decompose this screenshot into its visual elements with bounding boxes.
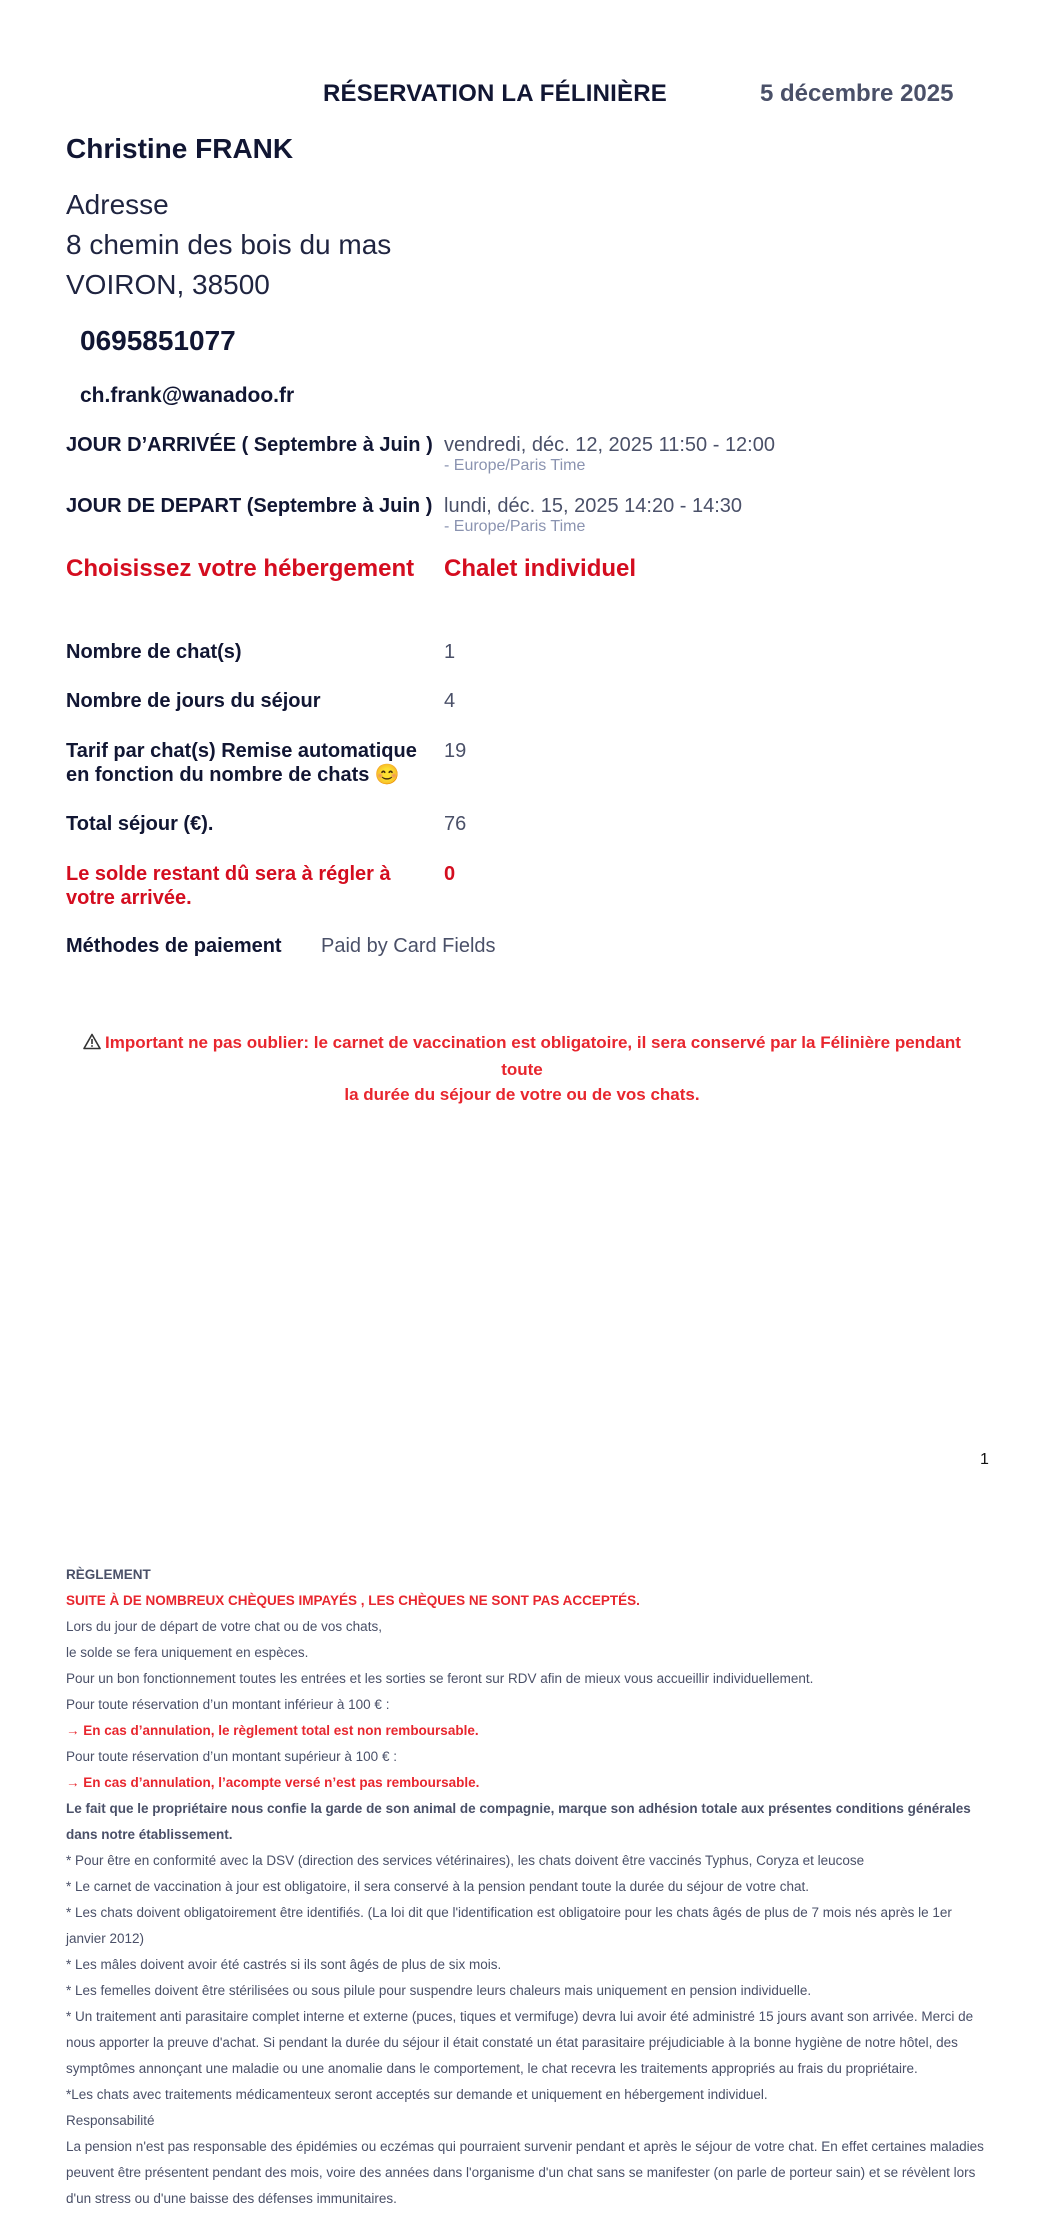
terms-bold-line: Le fait que le propriétaire nous confie la garde de son animal de compagnie, marque son adhésion totale aux présentes conditions générales dans notre établissement.: [66, 1801, 971, 1842]
document-date: 5 décembre 2025: [760, 80, 954, 107]
balance-label-line2: votre arrivée.: [66, 887, 192, 909]
departure-label: JOUR DE DEPART (Septembre à Juin ): [66, 495, 433, 517]
balance-label: [66, 862, 436, 910]
rate-label: [66, 739, 436, 787]
client-email: ch.frank@wanadoo.fr: [80, 384, 295, 407]
notice-line2: la durée du séjour de votre ou de vos chats.: [344, 1085, 700, 1104]
terms-line: * Le carnet de vaccination à jour est obligatoire, il sera conservé à la pension pendant toute la durée du séjour de votre chat.: [66, 1879, 809, 1894]
terms-line: * Les mâles doivent avoir été castrés si ils sont âgés de plus de six mois.: [66, 1957, 502, 1972]
client-name: Christine FRANK: [66, 133, 294, 164]
days-count-label: Nombre de jours du séjour: [66, 690, 321, 712]
terms-line: La pension n'est pas responsable des épidémies ou eczémas qui pourraient survenir pendant et après le séjour de votre chat. En effet certaines maladies peuvent être présentent pendant des mois, voire des années dans l'organisme d'un chat sans se manifester (on parle de porteur sain) et se révèlent lors d'un stress ou d'une baisse des défenses immunitaires.: [66, 2139, 984, 2206]
arrival-timezone: - Europe/Paris Time: [444, 457, 586, 474]
terms-line: * Pour être en conformité avec la DSV (direction des services vétérinaires), les chats doivent être vaccinés Typhus, Coryza et leucose: [66, 1853, 865, 1868]
address-label: Adresse: [66, 189, 169, 220]
terms-line: * Les femelles doivent être stérilisées ou sous pilule pour suspendre leurs chaleurs mais uniquement en pension individuelle.: [66, 1983, 812, 1998]
terms-line: * Un traitement anti parasitaire complet interne et externe (puces, tiques et vermifuge) devra lui avoir été administré 15 jours avant son arrivée. Merci de nous apporter la preuve d'achat. Si pendant la durée du séjour il était constaté un état parasitaire préjudiciable à la bonne hygiène de notre hôtel, des symptômes annonçant une maladie ou une anomalie dans le comportement, le chat recevra les traitements appropriés au frais du propriétaire.: [66, 2009, 974, 2076]
cats-count-label: Nombre de chat(s): [66, 641, 242, 663]
vaccination-notice: [66, 1030, 978, 1107]
terms-section: [66, 1562, 986, 2212]
payment-method-value: Paid by Card Fields: [321, 935, 496, 957]
lodging-value: Chalet individuel: [444, 555, 637, 582]
document-title: RÉSERVATION LA FÉLINIÈRE: [323, 80, 667, 107]
terms-no-cheques: SUITE À DE NOMBREUX CHÈQUES IMPAYÉS , LES CHÈQUES NE SONT PAS ACCEPTÉS.: [66, 1593, 640, 1608]
departure-value: lundi, déc. 15, 2025 14:20 - 14:30: [444, 495, 743, 517]
arrival-value: vendredi, déc. 12, 2025 11:50 - 12:00: [444, 434, 775, 456]
total-value: 76: [444, 813, 467, 835]
departure-timezone: - Europe/Paris Time: [444, 518, 586, 535]
terms-line: *Les chats avec traitements médicamenteux seront acceptés sur demande et uniquement en hébergement individuel.: [66, 2087, 768, 2102]
terms-line: Lors du jour de départ de votre chat ou de vos chats,: [66, 1619, 382, 1634]
terms-line: Pour toute réservation d’un montant supérieur à 100 € :: [66, 1749, 397, 1764]
address-street: 8 chemin des bois du mas: [66, 229, 392, 260]
terms-line: Responsabilité: [66, 2113, 155, 2128]
balance-label-line1: Le solde restant dû sera à régler à: [66, 863, 391, 885]
terms-warning-line: → En cas d’annulation, le règlement total est non remboursable.: [66, 1723, 479, 1738]
terms-line: * Les chats doivent obligatoirement être identifiés. (La loi dit que l'identification est obligatoire pour les chats âgés de plus de 7 mois nés après le 1er janvier 2012): [66, 1905, 952, 1946]
arrival-label: JOUR D’ARRIVÉE ( Septembre à Juin ): [66, 434, 433, 456]
terms-heading: RÈGLEMENT: [66, 1567, 151, 1582]
warning-icon: [83, 1032, 101, 1057]
total-label: Total séjour (€).: [66, 813, 214, 835]
client-phone: 0695851077: [80, 325, 236, 356]
days-count-value: 4: [444, 690, 456, 712]
address-city: VOIRON, 38500: [66, 269, 270, 300]
rate-value: 19: [444, 740, 467, 762]
terms-line: Pour un bon fonctionnement toutes les entrées et les sorties se feront sur RDV afin de mieux vous accueillir individuellement.: [66, 1671, 814, 1686]
payment-method-label: Méthodes de paiement: [66, 935, 282, 957]
lodging-label: Choisissez votre hébergement: [66, 555, 415, 582]
balance-value: 0: [444, 863, 456, 885]
terms-warning-line: → En cas d’annulation, l’acompte versé n’est pas remboursable.: [66, 1775, 480, 1790]
page-number: 1: [980, 1451, 989, 1468]
notice-line1: Important ne pas oublier: le carnet de vaccination est obligatoire, il sera conservé par la Félinière pendant toute: [105, 1033, 961, 1079]
cats-count-value: 1: [444, 641, 456, 663]
rate-label-line2: en fonction du nombre de chats 😊: [66, 764, 400, 786]
rate-label-line1: Tarif par chat(s) Remise automatique: [66, 740, 417, 762]
terms-line: le solde se fera uniquement en espèces.: [66, 1645, 309, 1660]
terms-line: Pour toute réservation d’un montant inférieur à 100 € :: [66, 1697, 390, 1712]
